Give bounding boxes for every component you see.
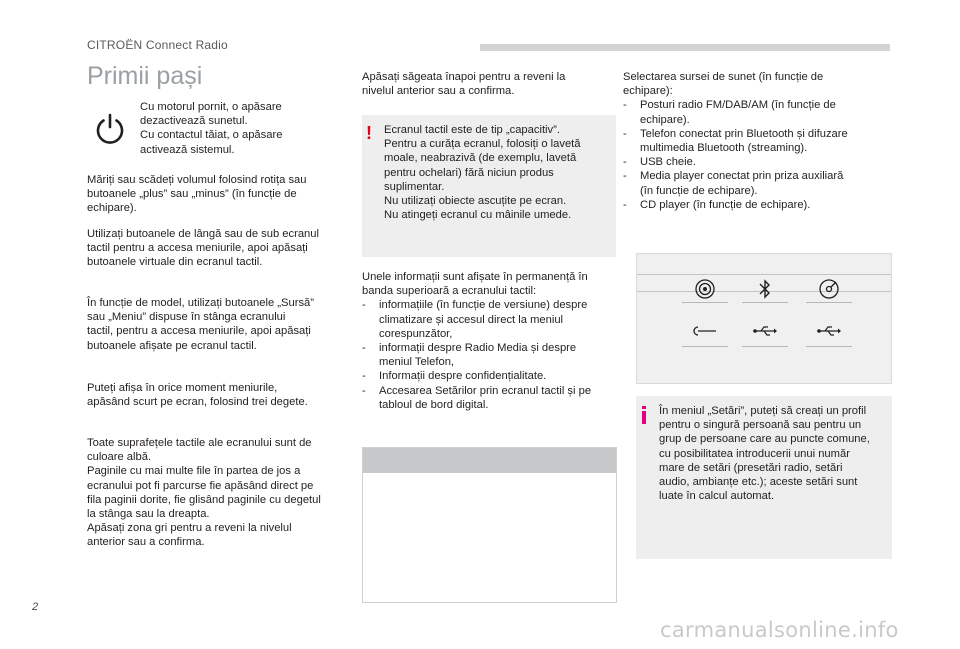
text-line: - informațiile (în funcție de versiune) despre bbox=[379, 299, 588, 312]
info-box bbox=[636, 396, 892, 559]
text-line: Paginile cu mai multe file în partea de jos a bbox=[87, 465, 301, 478]
icon-underline bbox=[682, 346, 728, 347]
text-line: Nu atingeți ecranul cu mâinile umede. bbox=[384, 209, 572, 222]
text-line: - USB cheie. bbox=[640, 156, 696, 169]
list-item bbox=[362, 341, 620, 369]
paragraph-info bbox=[362, 270, 620, 412]
paragraph-model bbox=[87, 296, 347, 353]
icon-underline bbox=[806, 302, 852, 303]
warning-icon: ! bbox=[366, 123, 372, 143]
bluetooth-icon[interactable] bbox=[745, 272, 785, 306]
info-text bbox=[659, 404, 887, 503]
text-line: pentru ochelari) fără niciun produs bbox=[384, 166, 554, 179]
text-line: climatizare și accesul direct la meniul bbox=[379, 313, 564, 326]
text-line: activează sistemul. bbox=[140, 143, 235, 156]
paragraph-volume bbox=[87, 173, 347, 216]
text-line: mare de setări (presetări radio, setări bbox=[659, 461, 843, 474]
text-line: - Media player conectat prin priza auxiliară bbox=[640, 170, 844, 183]
list-item bbox=[362, 384, 620, 412]
text-line: suplimentar. bbox=[384, 180, 445, 193]
list-item bbox=[623, 98, 893, 126]
text-line: moale, neabrazivă (de exemplu, lavetă bbox=[384, 152, 577, 165]
paragraph-surfaces bbox=[87, 436, 349, 550]
text-line: În meniul „Setări”, puteți să creați un profil bbox=[659, 405, 867, 417]
page-title: Primii pași bbox=[87, 62, 203, 90]
text-line: corespunzător, bbox=[379, 327, 453, 340]
screen-illustration bbox=[362, 447, 617, 603]
text-line: apăsând scurt pe ecran, folosind trei degete. bbox=[87, 396, 308, 409]
text-line: Apăsați zona gri pentru a reveni la nivelul bbox=[87, 522, 292, 535]
text-line: echipare). bbox=[640, 113, 690, 126]
text-line: Toate suprafețele tactile ale ecranului sunt de bbox=[87, 437, 312, 449]
paragraph-source bbox=[623, 70, 893, 212]
text-line: echipare): bbox=[623, 85, 673, 98]
text-line: sau „Meniu” dispuse în stânga ecranului bbox=[87, 311, 286, 324]
text-line: Utilizați butoanele de lângă sau de sub ecranul bbox=[87, 228, 319, 240]
icon-underline bbox=[742, 302, 788, 303]
text-line: - Posturi radio FM/DAB/AM (în funcție de bbox=[640, 99, 836, 112]
paragraph-back bbox=[362, 70, 620, 98]
aux-jack-icon[interactable] bbox=[685, 314, 725, 348]
text-line: banda superioară a ecranului tactil: bbox=[362, 285, 537, 298]
text-line: Apăsați săgeata înapoi pentru a reveni la bbox=[362, 71, 566, 83]
usb-icon[interactable] bbox=[745, 314, 785, 348]
power-description bbox=[140, 100, 340, 157]
list-item bbox=[362, 298, 620, 341]
text-line: luate în calcul automat. bbox=[659, 490, 775, 503]
text-line: - CD player (în funcție de echipare). bbox=[640, 198, 811, 211]
text-line: pentru o singură persoană sau pentru un bbox=[659, 419, 862, 432]
header-title: CITROËN Connect Radio bbox=[87, 38, 228, 52]
info-icon bbox=[642, 406, 646, 424]
watermark: carmanualsonline.info bbox=[660, 618, 899, 642]
text-line: butoanele virtuale din ecranul tactil. bbox=[87, 256, 263, 269]
text-line: echipare). bbox=[87, 202, 137, 215]
list-item bbox=[623, 198, 893, 212]
list-item bbox=[623, 127, 893, 155]
text-line: - Informații despre confidențialitate. bbox=[379, 370, 547, 383]
header-bar bbox=[480, 44, 890, 51]
text-line: Cu motorul pornit, o apăsare bbox=[140, 101, 282, 113]
text-line: audio, ambianțe etc.); aceste setări sunt bbox=[659, 476, 858, 489]
text-line: ecranului pot fi parcurse fie apăsând direct pe bbox=[87, 479, 314, 492]
text-line: la stânga sau la dreapta. bbox=[87, 508, 210, 521]
text-line: dezactivează sunetul. bbox=[140, 115, 248, 128]
warning-text bbox=[384, 123, 610, 222]
icon-underline bbox=[806, 346, 852, 347]
usb-icon[interactable] bbox=[809, 314, 849, 348]
paragraph-buttons bbox=[87, 227, 347, 270]
text-line: În funcție de model, utilizați butoanele „Sursă” bbox=[87, 297, 314, 309]
text-line: anterior sau a confirma. bbox=[87, 536, 205, 549]
text-line: tabloul de bord digital. bbox=[379, 398, 489, 411]
page-number: 2 bbox=[32, 601, 39, 613]
text-line: Puteți afișa în orice moment meniurile, bbox=[87, 382, 278, 394]
radio-icon[interactable] bbox=[685, 272, 725, 306]
icon-underline bbox=[742, 346, 788, 347]
text-line: Măriți sau scădeți volumul folosind rotița sau bbox=[87, 174, 307, 186]
list-item bbox=[362, 369, 620, 383]
text-line: - Accesarea Setărilor prin ecranul tactil și pe bbox=[379, 384, 592, 397]
text-line: Ecranul tactil este de tip „capacitiv”. bbox=[384, 124, 560, 136]
text-line: butoanele afișate pe ecranul tactil. bbox=[87, 339, 257, 352]
warning-box bbox=[362, 115, 616, 257]
source-screen-illustration bbox=[636, 253, 892, 384]
text-line: grup de persoane care au puncte comune, bbox=[659, 433, 870, 446]
list-item bbox=[623, 169, 893, 197]
text-line: nivelul anterior sau a confirma. bbox=[362, 85, 515, 98]
screen-illustration-top-band bbox=[363, 448, 616, 473]
text-line: cu posibilitatea introducerii unui număr bbox=[659, 447, 850, 460]
text-line: multimedia Bluetooth (streaming). bbox=[640, 142, 808, 155]
cd-icon[interactable] bbox=[809, 272, 849, 306]
text-line: - Telefon conectat prin Bluetooth și difuzare bbox=[640, 127, 848, 140]
text-line: Unele informații sunt afișate în permanență în bbox=[362, 271, 588, 283]
icon-underline bbox=[682, 302, 728, 303]
text-line: Selectarea sursei de sunet (în funcție de bbox=[623, 71, 824, 83]
text-line: tactil, pentru a accesa meniurile, apoi apăsați bbox=[87, 325, 311, 338]
text-line: tactil pentru a accesa meniurile, apoi apăsați bbox=[87, 242, 308, 255]
power-icon bbox=[93, 112, 127, 146]
source-list bbox=[623, 98, 893, 212]
text-line: culoare albă. bbox=[87, 451, 152, 464]
text-line: fila paginii dorite, fie glisând paginile cu degetul bbox=[87, 493, 321, 506]
info-list bbox=[362, 298, 620, 412]
text-line: Pentru a curăța ecranul, folosiți o lavetă bbox=[384, 138, 581, 151]
list-item bbox=[623, 155, 893, 169]
text-line: - informații despre Radio Media și despre bbox=[379, 342, 577, 355]
paragraph-menus bbox=[87, 381, 347, 409]
text-line: Nu utilizați obiecte ascuțite pe ecran. bbox=[384, 195, 567, 208]
text-line: butoanele „plus” sau „minus” (în funcție de bbox=[87, 188, 297, 201]
text-line: (în funcție de echipare). bbox=[640, 184, 758, 197]
text-line: meniul Telefon, bbox=[379, 356, 455, 369]
text-line: Cu contactul tăiat, o apăsare bbox=[140, 129, 283, 142]
